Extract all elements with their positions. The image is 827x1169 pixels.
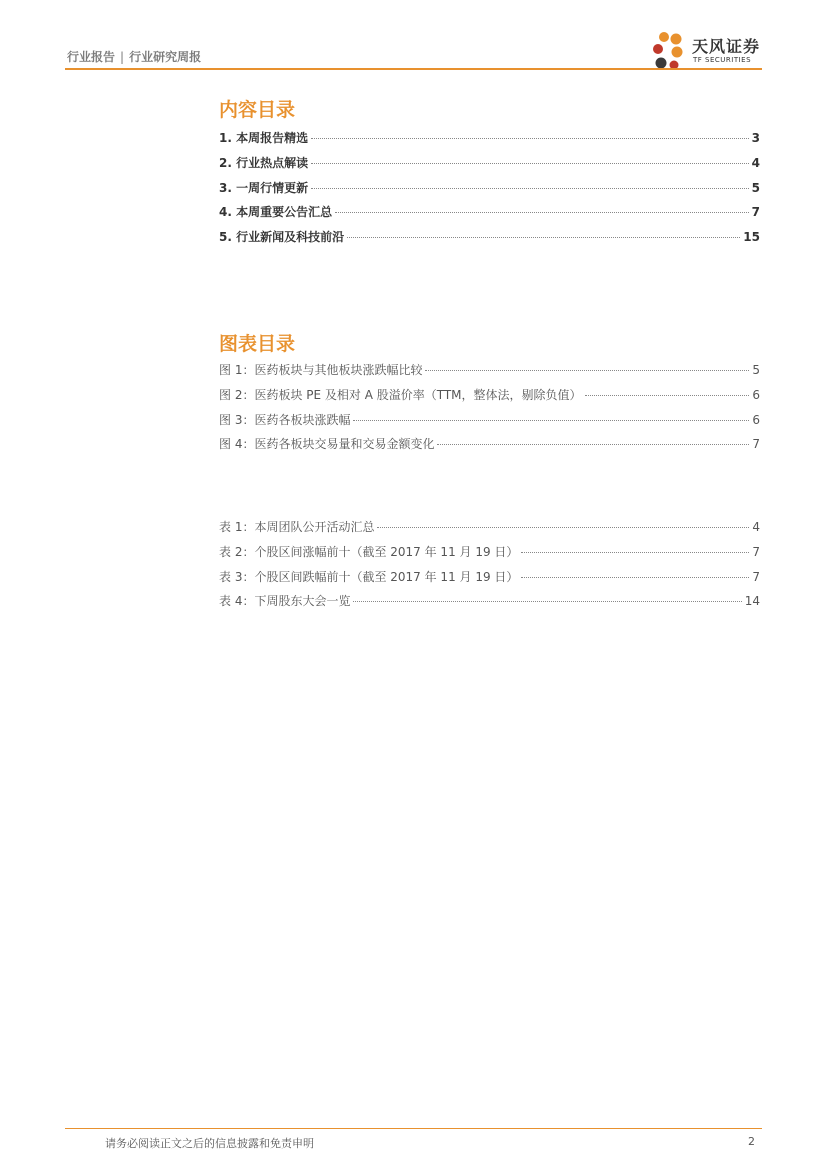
table-entry-page: 7 <box>752 569 760 584</box>
toc-leader <box>311 138 749 139</box>
table-entry-label: 表 4：下周股东大会一览 <box>219 594 351 609</box>
toc-entry-label: 4. 本周重要公告汇总 <box>219 205 333 220</box>
logo-name-en: TF SECURITIES <box>693 56 752 64</box>
figure-entry[interactable] <box>219 361 760 386</box>
report-header <box>67 48 201 65</box>
toc-leader <box>353 420 749 421</box>
table-entry[interactable] <box>219 592 760 617</box>
table-entry-label: 表 1：本周团队公开活动汇总 <box>219 520 375 534</box>
toc-entry[interactable] <box>219 129 760 154</box>
page-number: 2 <box>748 1135 755 1148</box>
table-entry[interactable] <box>219 568 760 593</box>
toc-entry-label: 1. 本周报告精选 <box>219 131 309 145</box>
logo-name-cn: 天风证券 <box>692 37 761 56</box>
figure-entry-page: 7 <box>752 437 760 452</box>
toc-leader <box>377 527 749 528</box>
figure-entry[interactable] <box>219 435 760 460</box>
header-category: 行业报告 <box>67 50 116 64</box>
header-subcategory: 行业研究周报 <box>129 50 202 64</box>
toc-entry-page: 3 <box>751 131 760 145</box>
toc-entry[interactable] <box>219 179 760 204</box>
figure-entry-page: 6 <box>752 387 760 402</box>
figure-entry[interactable] <box>219 386 760 411</box>
toc-entry-label: 2. 行业热点解读 <box>219 155 309 170</box>
figure-entry-label: 图 4：医药各板块交易量和交易金额变化 <box>219 437 435 452</box>
contents-list <box>219 129 760 253</box>
toc-entry-page: 7 <box>751 205 760 220</box>
toc-entry[interactable] <box>219 203 760 228</box>
tables-list <box>219 518 760 617</box>
toc-entry-page: 15 <box>743 230 760 245</box>
figure-entry[interactable] <box>219 411 760 436</box>
table-entry-page: 4 <box>752 520 760 534</box>
contents-title: 内容目录 <box>219 99 296 121</box>
table-entry[interactable] <box>219 543 760 568</box>
toc-leader <box>311 188 749 189</box>
toc-leader <box>521 577 749 578</box>
toc-leader <box>437 444 749 445</box>
toc-leader <box>311 163 749 164</box>
figure-entry-label: 图 2：医药板块 PE 及相对 A 股溢价率（TTM，整体法，剔除负值） <box>219 387 582 402</box>
toc-entry-label: 3. 一周行情更新 <box>219 180 309 195</box>
table-entry-label: 表 2：个股区间涨幅前十（截至 2017 年 11 月 19 日） <box>219 544 519 559</box>
toc-leader <box>585 395 749 396</box>
toc-leader <box>335 212 749 213</box>
toc-leader <box>521 552 749 553</box>
flower-logo-icon <box>650 30 690 72</box>
toc-entry-label: 5. 行业新闻及科技前沿 <box>219 230 345 245</box>
toc-entry-page: 5 <box>751 180 760 195</box>
figure-entry-page: 5 <box>752 363 760 377</box>
table-entry-page: 14 <box>744 594 760 609</box>
toc-leader <box>347 237 740 238</box>
toc-leader <box>353 601 741 602</box>
header-divider <box>65 68 762 70</box>
table-entry[interactable] <box>219 518 760 543</box>
footer-divider <box>65 1128 762 1129</box>
figure-entry-label: 图 3：医药各板块涨跌幅 <box>219 412 351 427</box>
figures-list <box>219 361 760 460</box>
table-entry-label: 表 3：个股区间跌幅前十（截至 2017 年 11 月 19 日） <box>219 569 519 584</box>
toc-leader <box>425 370 749 371</box>
toc-entry[interactable] <box>219 228 760 253</box>
toc-entry-page: 4 <box>751 155 760 170</box>
figures-title: 图表目录 <box>219 333 296 355</box>
company-logo <box>650 30 762 70</box>
figure-entry-page: 6 <box>752 412 760 427</box>
header-separator: | <box>120 50 125 64</box>
table-entry-page: 7 <box>752 544 760 559</box>
toc-entry[interactable] <box>219 154 760 179</box>
footer-disclaimer: 请务必阅读正文之后的信息披露和免责申明 <box>105 1137 314 1150</box>
figure-entry-label: 图 1：医药板块与其他板块涨跌幅比较 <box>219 363 423 377</box>
